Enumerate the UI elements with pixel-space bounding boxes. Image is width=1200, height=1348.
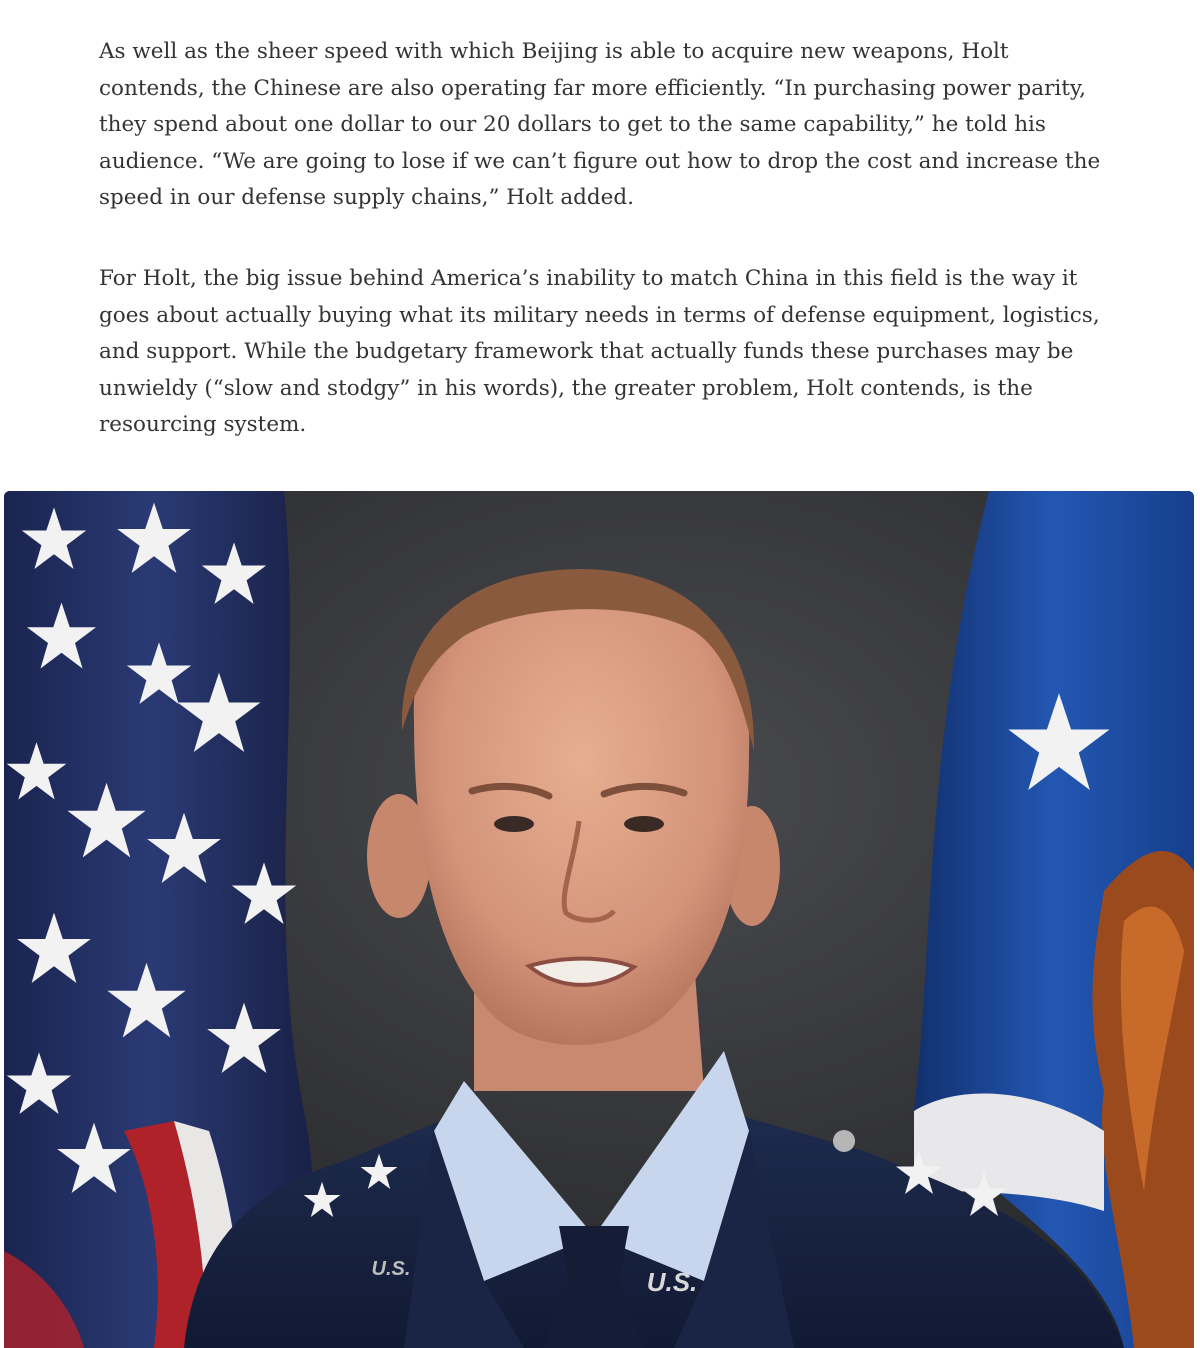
article-body bbox=[99, 34, 1109, 444]
portrait-photo bbox=[4, 491, 1194, 1348]
paragraph-2: For Holt, the big issue behind America’s inability to match China in this field is the way it goes about actually buying what its military needs in terms of defense equipment, logistics, and support. While the budgetary framework that actually funds these purchases may be unwieldy (“slow and stodgy” in his words), the greater problem, Holt contends, is the resourcing system. bbox=[99, 265, 1100, 438]
collar-insignia-left: U.S. bbox=[371, 1258, 411, 1280]
collar-insignia-right: U.S. bbox=[646, 1267, 698, 1297]
paragraph-1: As well as the sheer speed with which Beijing is able to acquire new weapons, Holt contends, the Chinese are also operating far more efficiently. “In purchasing power parity, they spend about one dollar to our 20 dollars to get to the same capability,” he told his audience. “We are going to lose if we can’t figure out how to drop the cost and increase the speed in our defense supply chains,” Holt added. bbox=[99, 39, 1101, 211]
